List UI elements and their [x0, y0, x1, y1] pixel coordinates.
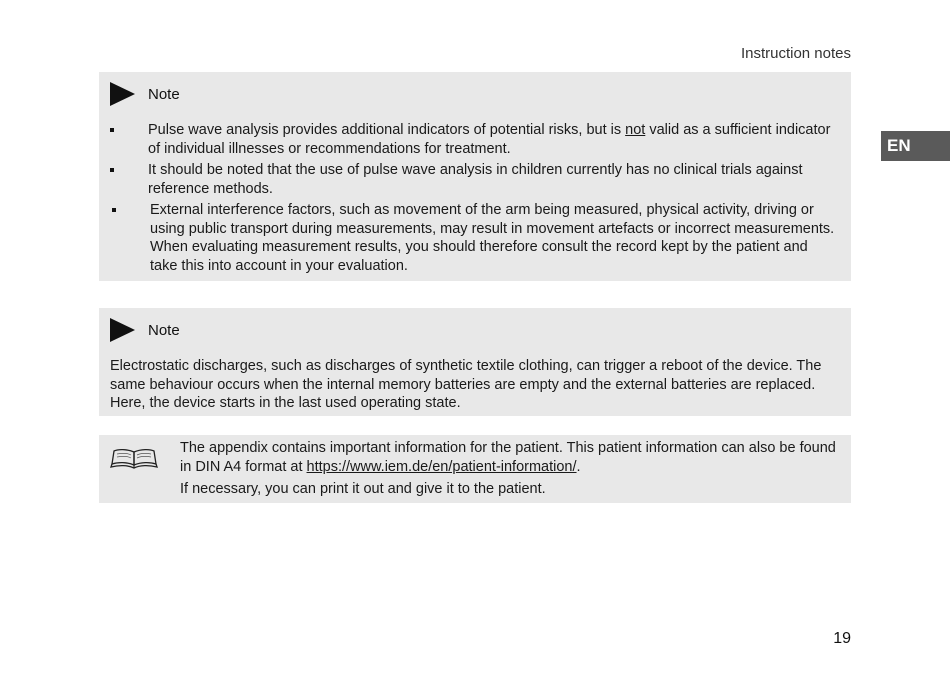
- note-box-pulse-wave: [99, 72, 851, 281]
- book-icon: [110, 447, 158, 469]
- page-number: 19: [833, 630, 851, 647]
- bullet-text-before: Pulse wave analysis provides additional indicators of potential risks, but is: [148, 122, 626, 138]
- bullet-item: [99, 201, 851, 275]
- section-title: Instruction notes: [740, 45, 851, 62]
- bullet-square-icon: [112, 208, 116, 212]
- bullet-square-icon: [110, 168, 114, 172]
- note-title: Note: [148, 321, 180, 339]
- patient-info-link[interactable]: https://www.iem.de/en/patient-information/: [306, 458, 577, 475]
- note-title: Note: [148, 85, 180, 103]
- info-text-block: [180, 439, 837, 499]
- bullet-item: [99, 161, 851, 198]
- bullet-emphasis: not: [625, 122, 646, 138]
- note-paragraph: Electrostatic discharges, such as discharges of synthetic textile clothing, can trigger a reboot of the device. The same behaviour occurs when the internal memory batteries are empty and the external batteries are replaced. Here, the device starts in the last used operating state.: [110, 358, 822, 411]
- bullet-text: It should be noted that the use of pulse wave analysis in children currently has no clinical trials against reference methods.: [148, 162, 803, 197]
- info-paragraph: [180, 439, 837, 476]
- note-arrow-icon: [110, 82, 135, 106]
- language-tab: EN: [881, 131, 950, 161]
- note-arrow-icon: [110, 318, 135, 342]
- note-header: [110, 318, 180, 342]
- bullet-text-after: valid as a sufficient indicator of individual illnesses or recommendations for treatment.: [148, 122, 831, 157]
- info-box-appendix: [99, 435, 851, 503]
- info-paragraph-print: If necessary, you can print it out and give it to the patient.: [180, 481, 546, 497]
- info-text-after: .: [576, 458, 581, 475]
- bullet-text: External interference factors, such as movement of the arm being measured, physical activity, driving or using public transport during measurements, may result in movement artefacts or incorrect measurements. When evaluating measurement results, you should therefore consult the record kept by the patient and take this into account in your evaluation.: [150, 202, 835, 274]
- info-text-before: The appendix contains important information for the patient. This patient information can also be found in DIN A4 format at: [180, 440, 836, 475]
- note-box-electrostatic: [99, 308, 851, 416]
- note-bullet-list: [99, 121, 851, 278]
- note-header: [110, 82, 180, 106]
- bullet-item: [99, 121, 851, 158]
- bullet-square-icon: [110, 128, 114, 132]
